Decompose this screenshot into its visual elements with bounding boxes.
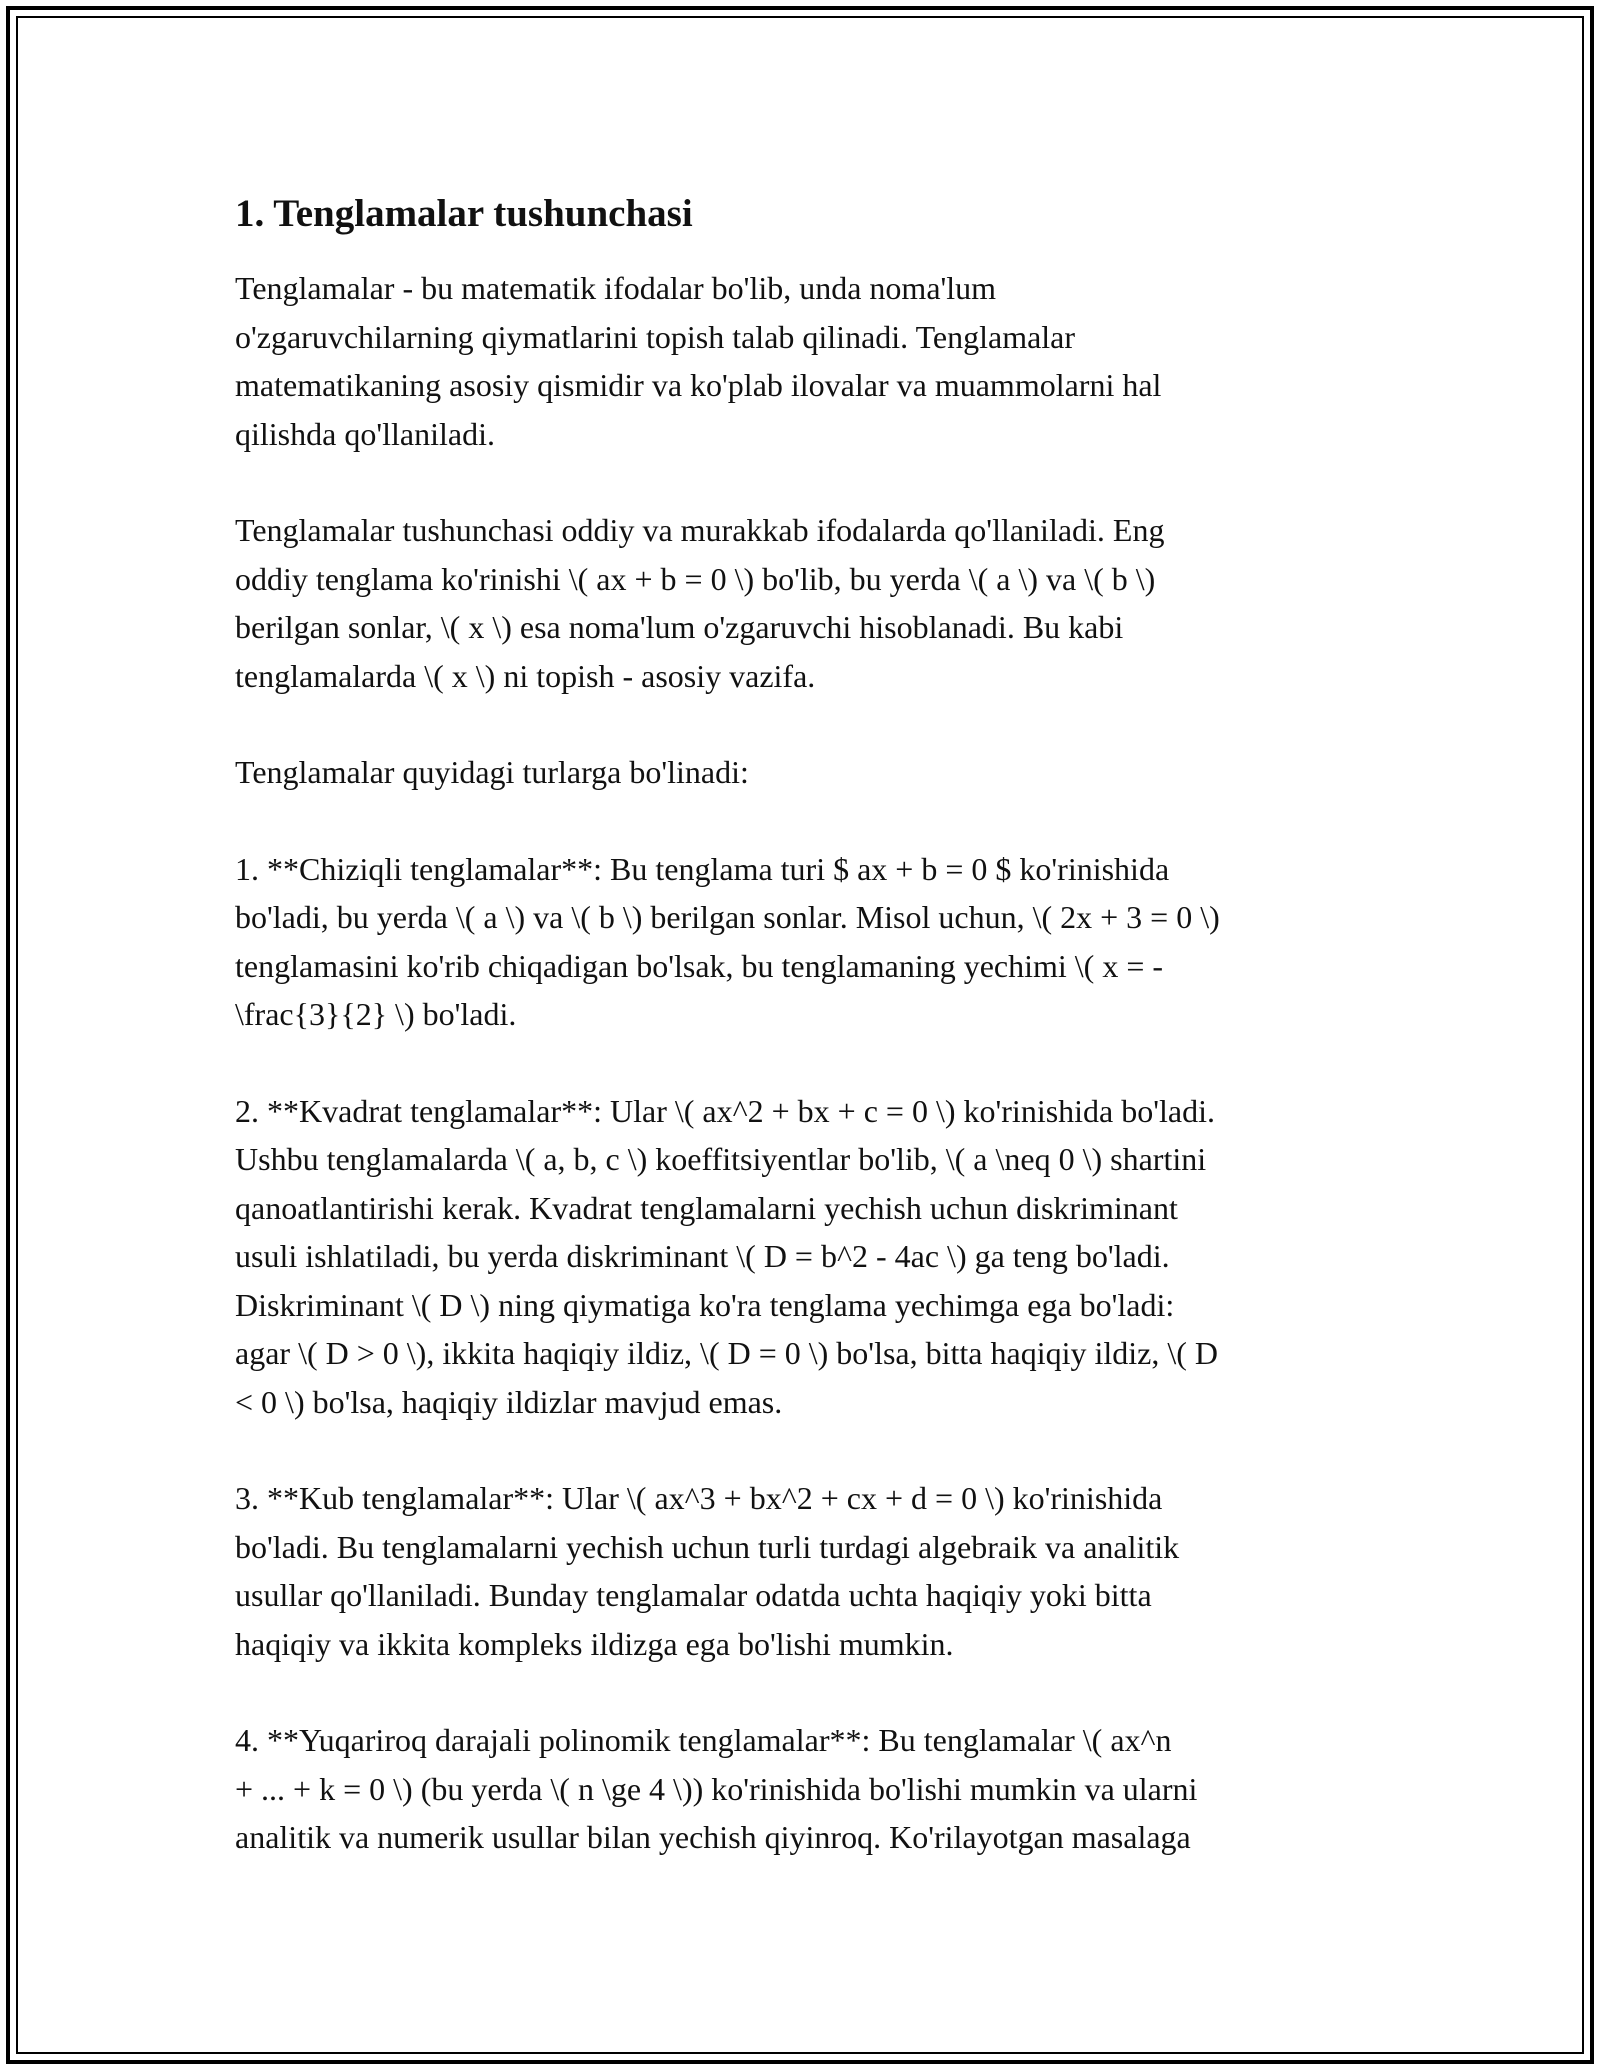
text-line: 2. **Kvadrat tenglamalar**: Ular \( ax^2 + bx + c = 0 \) ko'rinishida bo'ladi. <box>235 1092 1215 1129</box>
text-line: agar \( D > 0 \), ikkita haqiqiy ildiz, \( D = 0 \) bo'lsa, bitta haqiqiy ildiz, \( D <box>235 1335 1218 1371</box>
text-line: Diskriminant \( D \) ning qiymatiga ko'ra tenglama yechimga ega bo'ladi: <box>235 1286 1175 1323</box>
text-line: 4. **Yuqariroq darajali polinomik tenglamalar**: Bu tenglamalar \( ax^n <box>235 1722 1172 1758</box>
text-line: qanoatlantirishi kerak. Kvadrat tenglamalarni yechish uchun diskriminant <box>235 1189 1178 1226</box>
text-line: Tenglamalar - bu matematik ifodalar bo'lib, unda noma'lum <box>235 270 997 306</box>
section-heading: 1. Tenglamalar tushunchasi <box>235 192 693 235</box>
text-line: o'zgaruvchilarning qiymatlarini topish talab qilinadi. Tenglamalar <box>235 318 1076 355</box>
text-line: + ... + k = 0 \) (bu yerda \( n \ge 4 \)) ko'rinishida bo'lishi mumkin va ularni <box>235 1770 1198 1807</box>
text-line: bo'ladi, bu yerda \( a \) va \( b \) berilgan sonlar. Misol uchun, \( 2x + 3 = 0 \) <box>235 899 1220 935</box>
text-line: bo'ladi. Bu tenglamalarni yechish uchun turli turdagi algebraik va analitik <box>235 1528 1180 1565</box>
paragraph-concept <box>235 506 1375 700</box>
text-line: Tenglamalar quyidagi turlarga bo'linadi: <box>235 754 749 790</box>
text-line: analitik va numerik usullar bilan yechish qiyinroq. Ko'rilayotgan masalaga <box>235 1819 1191 1855</box>
paragraph-types-intro <box>235 748 1375 797</box>
text-line: \frac{3}{2} \) bo'ladi. <box>235 996 517 1032</box>
text-line: 1. **Chiziqli tenglamalar**: Bu tenglama turi $ ax + b = 0 $ ko'rinishida <box>235 850 1170 887</box>
text-line: Ushbu tenglamalarda \( a, b, c \) koeffitsiyentlar bo'lib, \( a \neq 0 \) shartini <box>235 1141 1207 1177</box>
text-line: Tenglamalar tushunchasi oddiy va murakkab ifodalarda qo'llaniladi. Eng <box>235 512 1165 548</box>
text-line: oddiy tenglama ko'rinishi \( ax + b = 0 \) bo'lib, bu yerda \( a \) va \( b \) <box>235 560 1156 597</box>
paragraph-linear-equations <box>235 845 1375 1039</box>
paragraph-cubic-equations <box>235 1474 1375 1668</box>
document-body <box>235 188 1375 1910</box>
text-line: usuli ishlatiladi, bu yerda diskriminant \( D = b^2 - 4ac \) ga teng bo'ladi. <box>235 1238 1170 1274</box>
paragraph-intro <box>235 264 1375 458</box>
text-line: tenglamalarda \( x \) ni topish - asosiy vazifa. <box>235 657 816 694</box>
text-line: 3. **Kub tenglamalar**: Ular \( ax^3 + bx^2 + cx + d = 0 \) ko'rinishida <box>235 1480 1163 1516</box>
paragraph-quadratic-equations <box>235 1087 1375 1427</box>
paragraph-polynomial-equations <box>235 1716 1375 1862</box>
text-line: tenglamasini ko'rib chiqadigan bo'lsak, bu tenglamaning yechimi \( x = - <box>235 947 1164 984</box>
text-line: usullar qo'llaniladi. Bunday tenglamalar odatda uchta haqiqiy yoki bitta <box>235 1577 1152 1613</box>
text-line: matematikaning asosiy qismidir va ko'plab ilovalar va muammolarni hal <box>235 367 1162 403</box>
text-line: berilgan sonlar, \( x \) esa noma'lum o'zgaruvchi hisoblanadi. Bu kabi <box>235 609 1124 645</box>
text-line: < 0 \) bo'lsa, haqiqiy ildizlar mavjud emas. <box>235 1383 783 1420</box>
text-line: haqiqiy va ikkita kompleks ildizga ega bo'lishi mumkin. <box>235 1625 954 1662</box>
text-line: qilishda qo'llaniladi. <box>235 415 495 452</box>
